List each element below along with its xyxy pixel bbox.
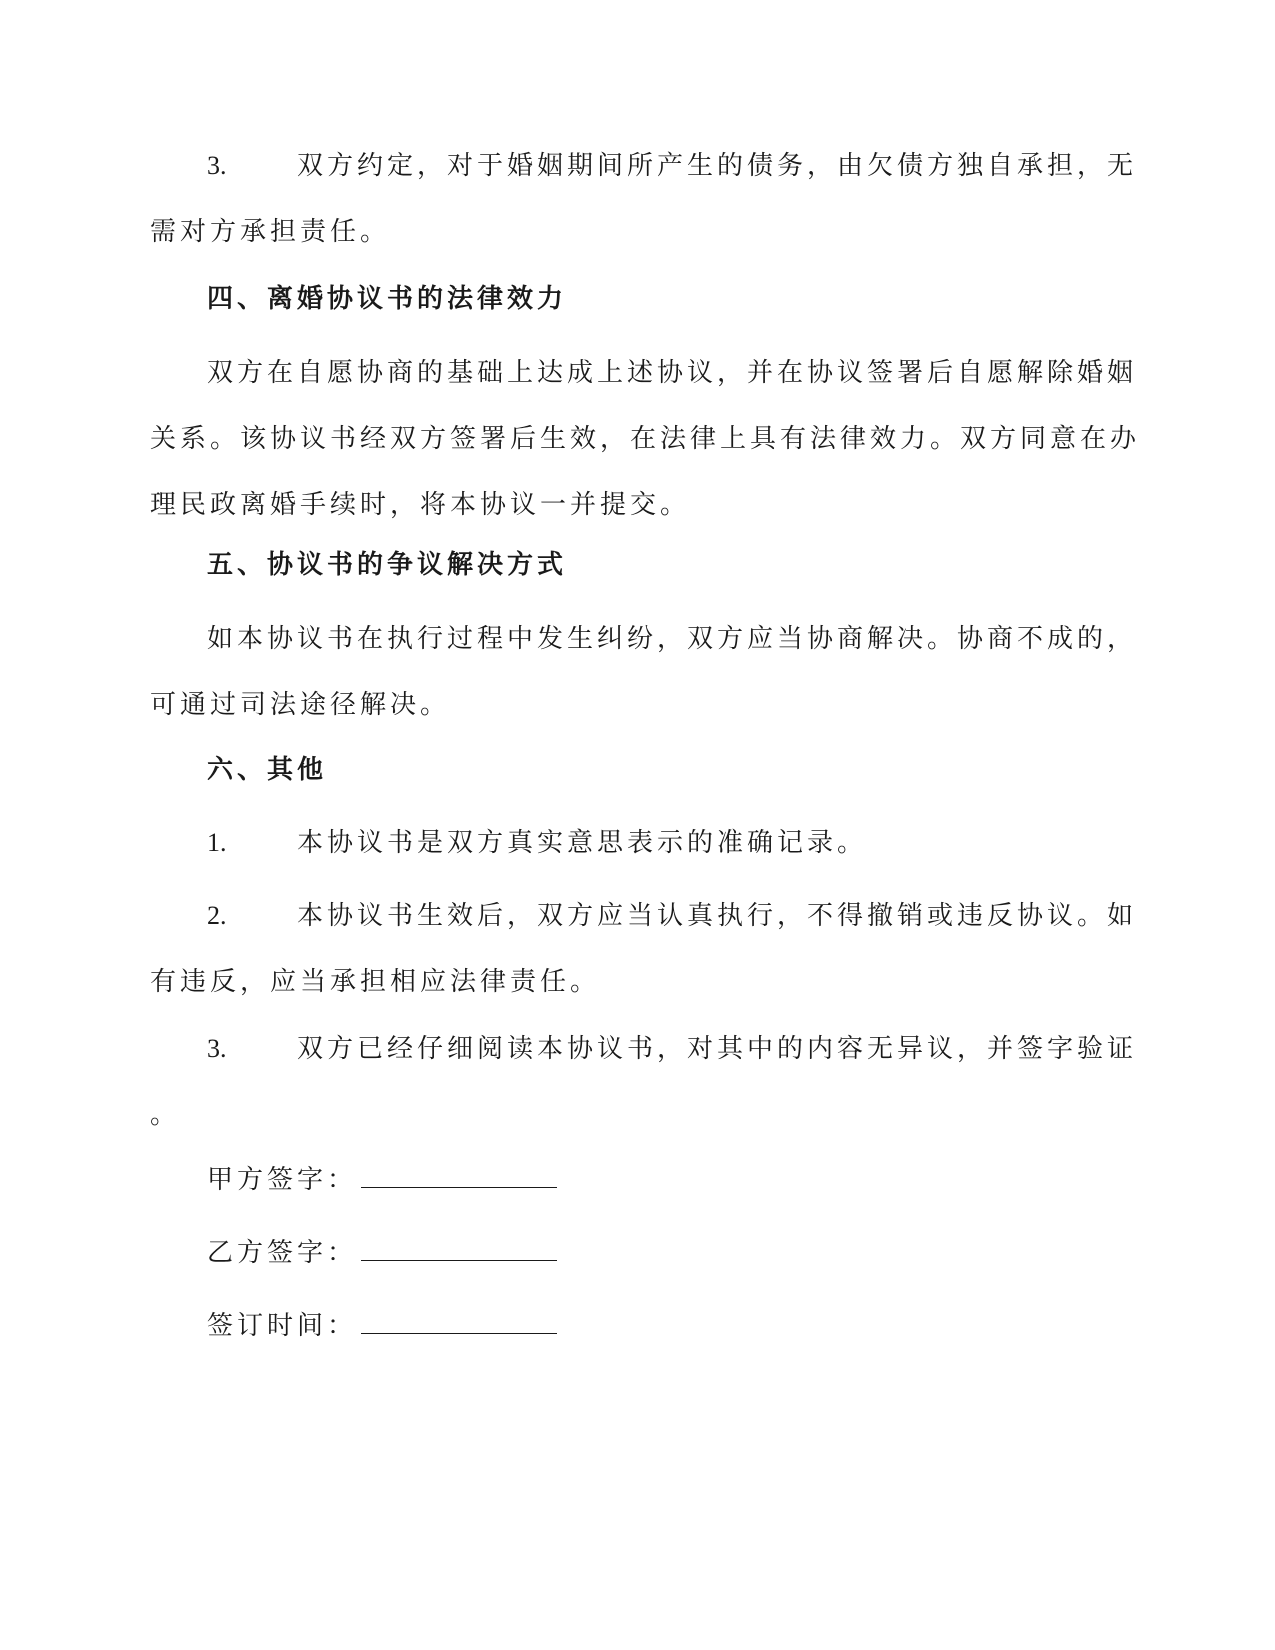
other-clause-2	[150, 883, 1138, 1015]
party-b-signature-line	[361, 1238, 557, 1261]
party-b-signature	[207, 1233, 557, 1273]
party-b-signature-label: 乙方签字：	[207, 1238, 358, 1268]
other-clause-3-line-2: 。	[150, 1100, 181, 1130]
legal-effect-line-2: 关系。该协议书经双方签署后生效，在法律上具有法律效力。双方同意在办	[150, 424, 1141, 454]
signing-date	[207, 1306, 557, 1346]
other-clause-1-number: 1.	[207, 828, 227, 857]
signing-date-label: 签订时间：	[207, 1311, 358, 1341]
other-clause-1	[150, 810, 1112, 876]
other-clause-3-text-1: 双方已经仔细阅读本协议书，对其中的内容无异议，并签字验证	[297, 1034, 1138, 1064]
legal-effect-line-3: 理民政离婚手续时，将本协议一并提交。	[150, 490, 691, 520]
party-a-signature-label: 甲方签字：	[207, 1165, 358, 1195]
legal-effect-paragraph	[150, 340, 1141, 538]
debt-clause-line-1	[150, 133, 1138, 199]
dispute-line-2: 可通过司法途径解决。	[150, 690, 451, 720]
debt-clause-text-1: 双方约定，对于婚姻期间所产生的债务，由欠债方独自承担，无	[297, 151, 1138, 181]
signing-date-line	[361, 1311, 557, 1334]
section-heading-other: 六、其他	[207, 755, 328, 785]
legal-effect-line-1: 双方在自愿协商的基础上达成上述协议，并在协议签署后自愿解除婚姻	[207, 358, 1138, 388]
dispute-paragraph	[150, 606, 1138, 738]
other-clause-2-text-1: 本协议书生效后，双方应当认真执行，不得撤销或违反协议。如	[297, 901, 1138, 931]
other-clause-3-line-1	[150, 1016, 1138, 1082]
other-clause-2-number: 2.	[207, 901, 227, 930]
other-clause-3-number: 3.	[207, 1034, 227, 1063]
section-heading-legal-effect: 四、离婚协议书的法律效力	[207, 284, 568, 314]
other-clause-1-text: 本协议书是双方真实意思表示的准确记录。	[297, 828, 868, 858]
party-a-signature	[207, 1160, 557, 1200]
debt-clause-number: 3.	[207, 151, 227, 180]
section-heading-dispute: 五、协议书的争议解决方式	[207, 550, 568, 580]
other-clause-2-line-2: 有违反，应当承担相应法律责任。	[150, 967, 601, 997]
other-clause-3	[150, 1016, 1138, 1148]
dispute-line-1: 如本协议书在执行过程中发生纠纷，双方应当协商解决。协商不成的，	[207, 624, 1138, 654]
debt-clause-line-2: 需对方承担责任。	[150, 217, 391, 247]
debt-clause	[150, 133, 1138, 265]
party-a-signature-line	[361, 1165, 557, 1188]
other-clause-1-line	[150, 810, 1112, 876]
other-clause-2-line-1	[150, 883, 1138, 949]
